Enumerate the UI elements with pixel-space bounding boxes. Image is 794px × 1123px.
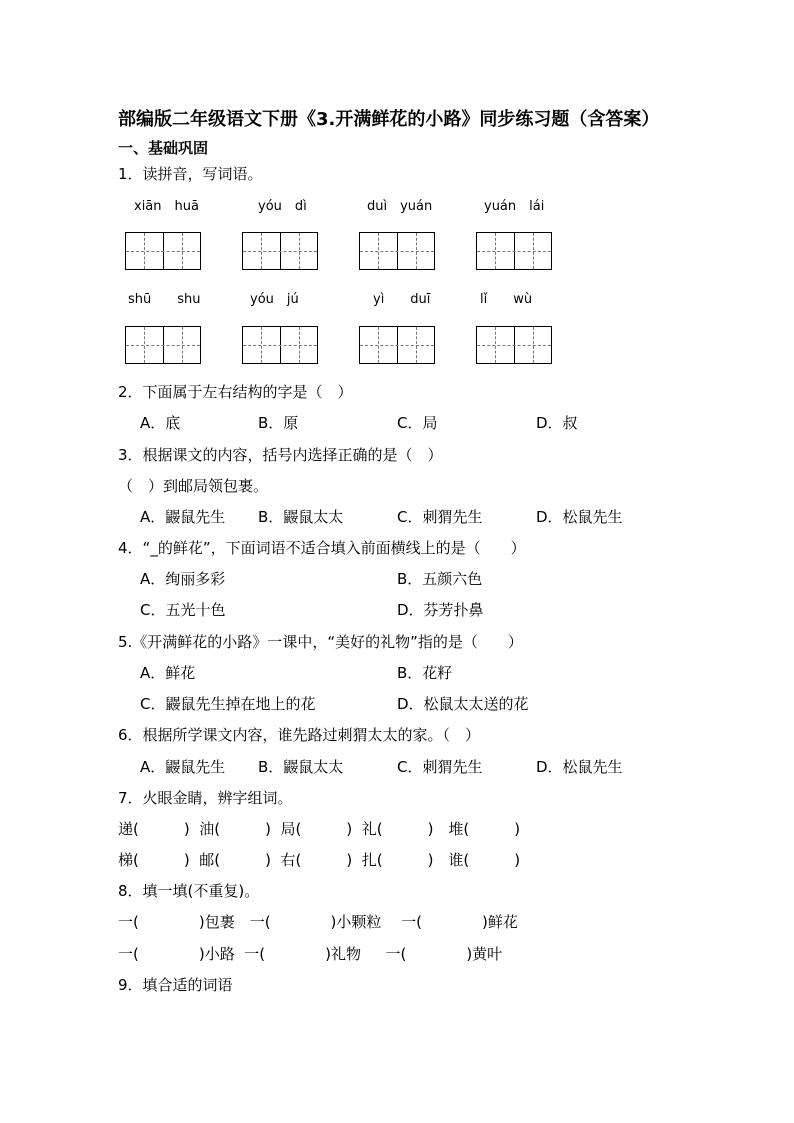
pinyin-label: yì duī bbox=[373, 292, 431, 307]
pinyin-label: duì yuán bbox=[367, 199, 433, 214]
writing-box[interactable] bbox=[359, 232, 435, 270]
pinyin-label: lǐ wù bbox=[480, 292, 533, 307]
word-row: 递( ) 油( ) 局( ) 礼( ) 堆( ) bbox=[118, 820, 521, 838]
question-5: 5.《开满鲜花的小路》一课中，“美好的礼物”指的是（ ） bbox=[118, 633, 523, 651]
pinyin-label: yóu jú bbox=[250, 292, 299, 307]
option[interactable]: C．鼹鼠先生掉在地上的花 bbox=[140, 695, 316, 713]
option[interactable]: B．花籽 bbox=[397, 664, 453, 682]
option[interactable]: C．五光十色 bbox=[140, 601, 226, 619]
question-6: 6．根据所学课文内容，谁先路过刺猬太太的家。（ ） bbox=[118, 726, 481, 744]
option[interactable]: C．局 bbox=[397, 414, 438, 432]
writing-box[interactable] bbox=[476, 326, 552, 364]
pinyin-label: yóu dì bbox=[258, 199, 307, 214]
option[interactable]: B．鼹鼠太太 bbox=[258, 758, 344, 776]
option[interactable]: A．鼹鼠先生 bbox=[140, 508, 226, 526]
option[interactable]: B．五颜六色 bbox=[397, 570, 483, 588]
question-7: 7．火眼金睛，辨字组词。 bbox=[118, 789, 293, 807]
writing-box[interactable] bbox=[359, 326, 435, 364]
option[interactable]: C．刺猬先生 bbox=[397, 758, 483, 776]
option[interactable]: A．底 bbox=[140, 414, 181, 432]
option[interactable]: B．原 bbox=[258, 414, 299, 432]
option[interactable]: A．鲜花 bbox=[140, 664, 196, 682]
pinyin-label: shū shu bbox=[128, 292, 201, 307]
question-2: 2．下面属于左右结构的字是（ ） bbox=[118, 383, 353, 401]
option[interactable]: D．松鼠先生 bbox=[536, 758, 623, 776]
fill-row: 一( )小路 一( )礼物 一( )黄叶 bbox=[118, 945, 503, 963]
writing-box[interactable] bbox=[476, 232, 552, 270]
writing-box[interactable] bbox=[125, 326, 201, 364]
question-8: 8．填一填(不重复)。 bbox=[118, 882, 260, 900]
option[interactable]: D．松鼠先生 bbox=[536, 508, 623, 526]
option[interactable]: B．鼹鼠太太 bbox=[258, 508, 344, 526]
option[interactable]: C．刺猬先生 bbox=[397, 508, 483, 526]
writing-box[interactable] bbox=[125, 232, 201, 270]
writing-box[interactable] bbox=[242, 326, 318, 364]
question-3: 3．根据课文的内容，括号内选择正确的是（ ） bbox=[118, 446, 443, 464]
section-heading: 一、基础巩固 bbox=[118, 139, 209, 157]
option[interactable]: D．松鼠太太送的花 bbox=[397, 695, 529, 713]
pinyin-label: yuán lái bbox=[484, 199, 545, 214]
word-row: 梯( ) 邮( ) 右( ) 扎( ) 谁( ) bbox=[118, 851, 521, 869]
option[interactable]: D．芬芳扑鼻 bbox=[397, 601, 484, 619]
question-1: 1．读拼音，写词语。 bbox=[118, 165, 263, 183]
question-9: 9．填合适的词语 bbox=[118, 976, 233, 994]
fill-row: 一( )包裹 一( )小颗粒 一( )鲜花 bbox=[118, 913, 518, 931]
page-title: 部编版二年级语文下册《3.开满鲜花的小路》同步练习题（含答案） bbox=[118, 109, 660, 130]
writing-box[interactable] bbox=[242, 232, 318, 270]
pinyin-label: xiān huā bbox=[134, 199, 199, 214]
question-3-sub: （ ）到邮局领包裹。 bbox=[118, 477, 269, 495]
question-4: 4．“_的鲜花”，下面词语不适合填入前面横线上的是（ ） bbox=[118, 539, 526, 557]
option[interactable]: A．绚丽多彩 bbox=[140, 570, 226, 588]
option[interactable]: D．叔 bbox=[536, 414, 578, 432]
option[interactable]: A．鼹鼠先生 bbox=[140, 758, 226, 776]
